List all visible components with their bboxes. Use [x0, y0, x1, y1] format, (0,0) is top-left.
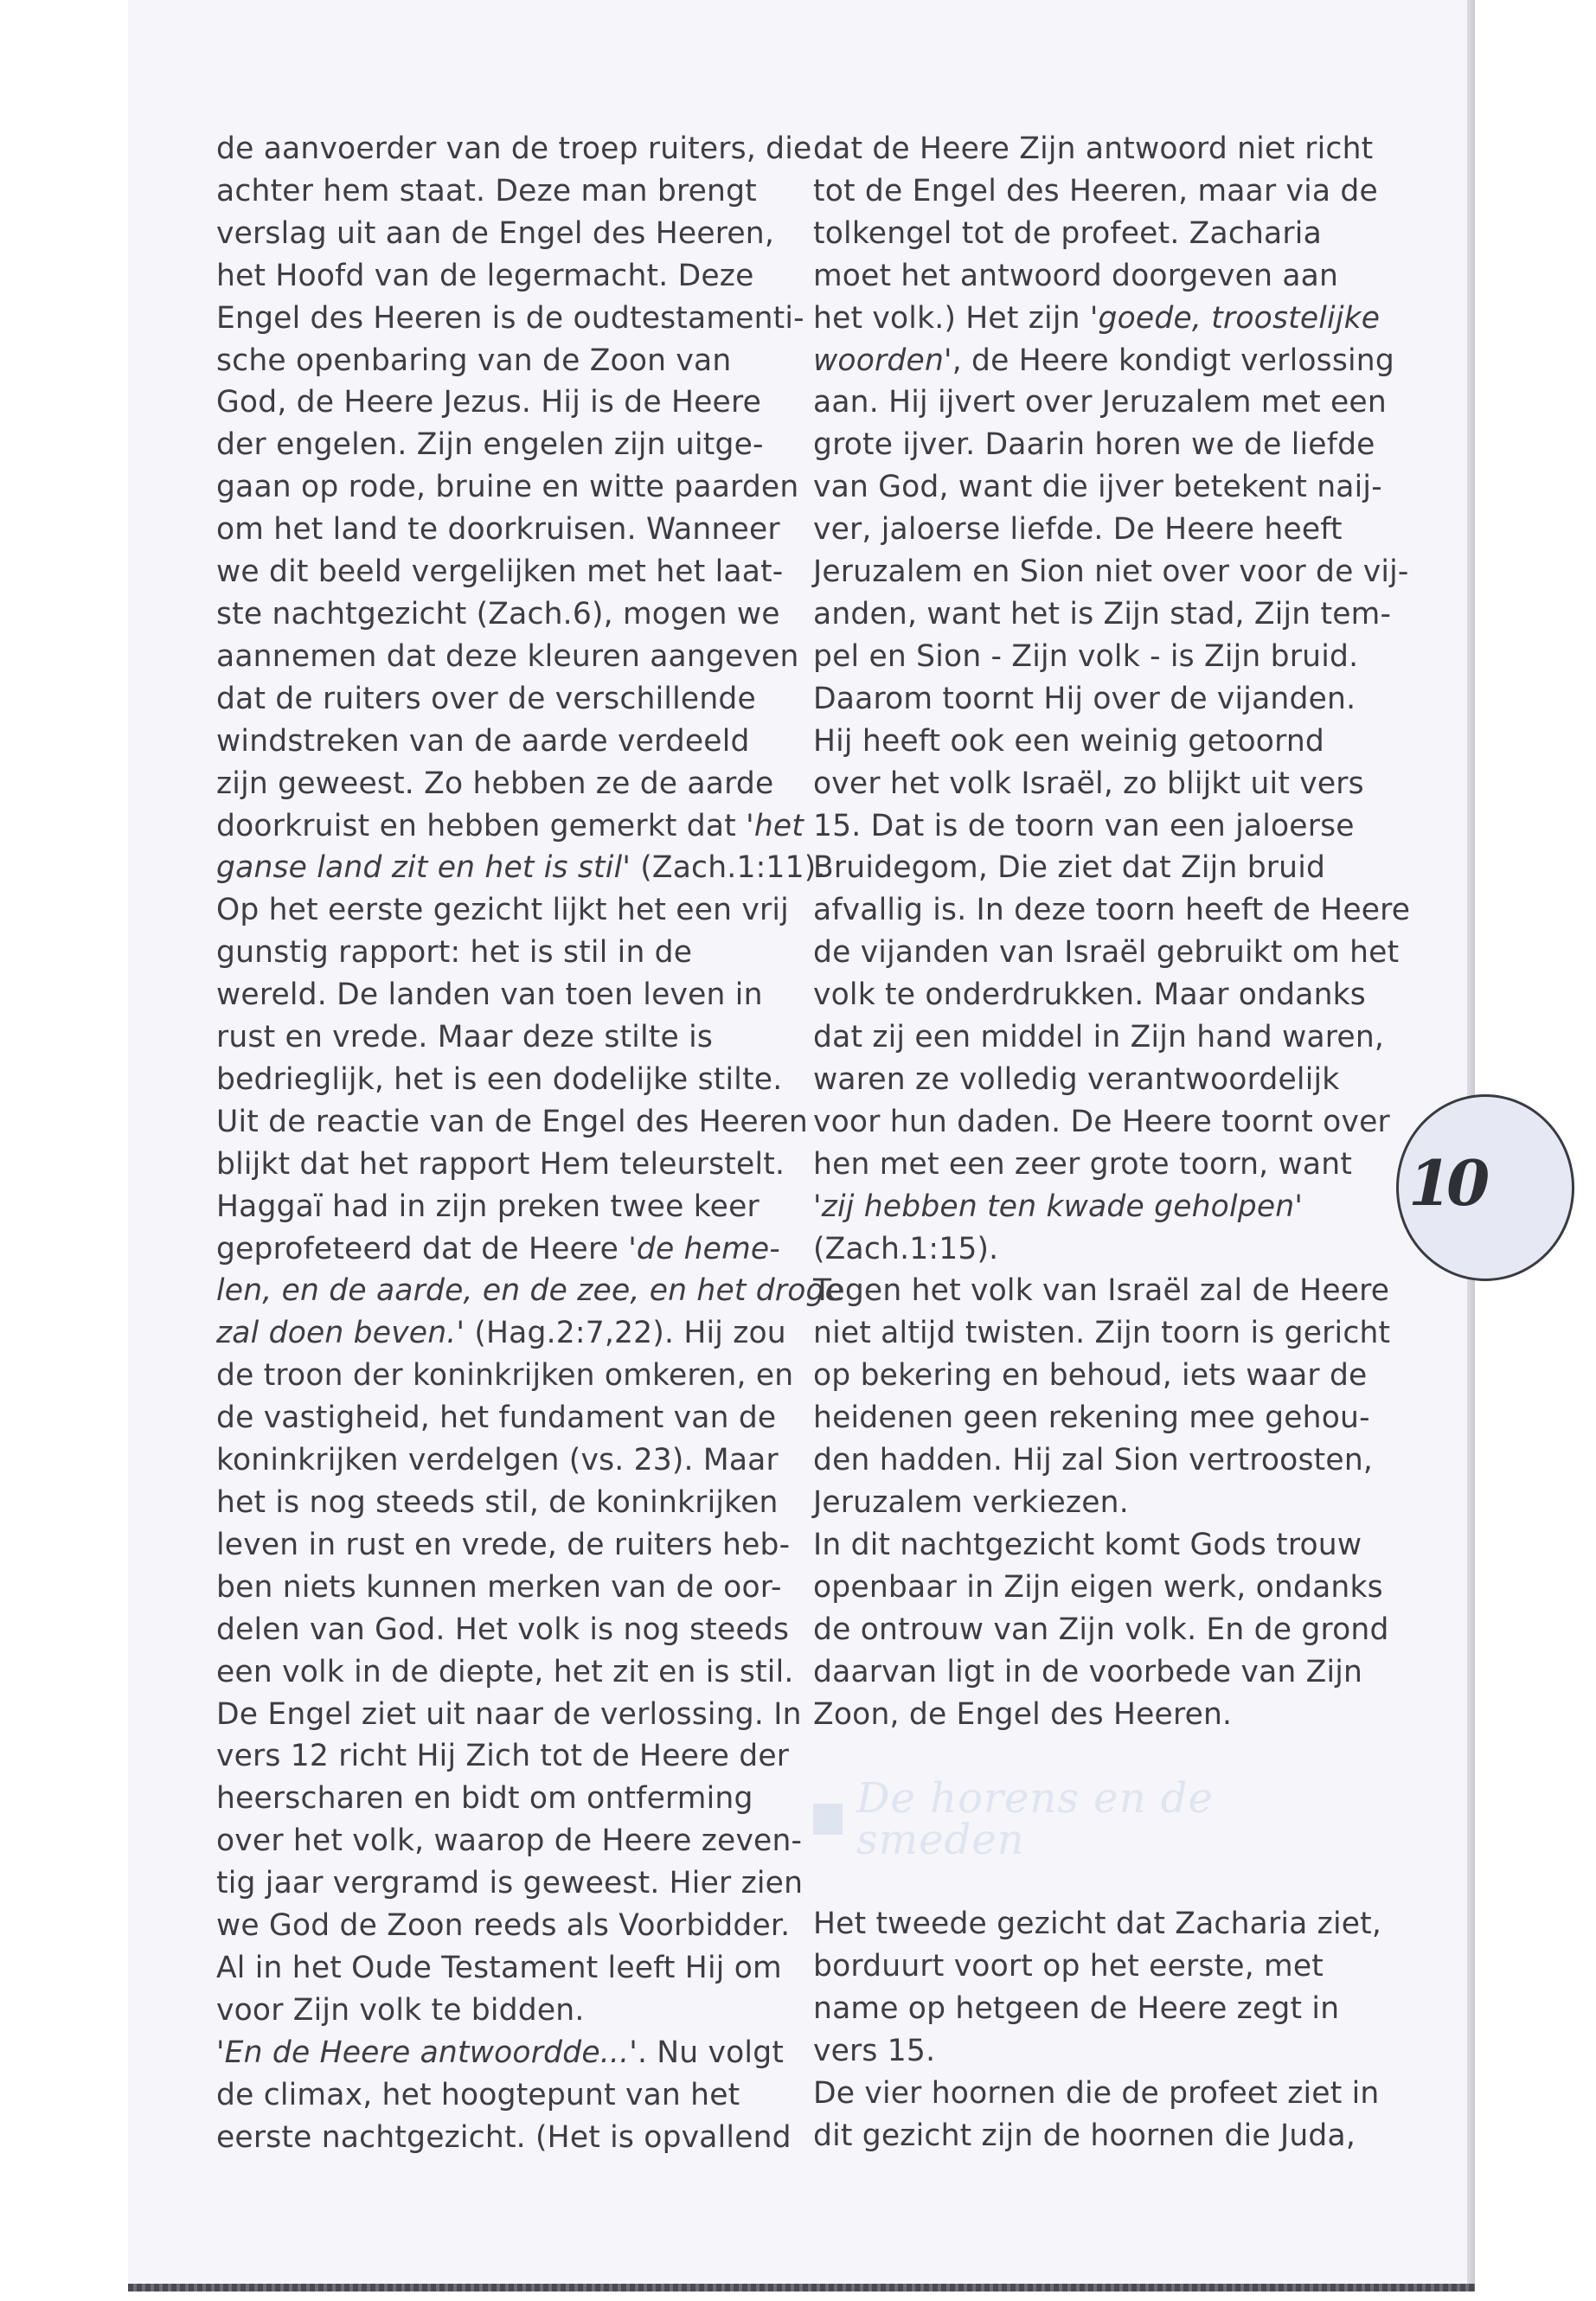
text-segment: we God de Zoon reeds als Voorbidder.	[216, 1908, 791, 1944]
text-segment: Het tweede gezicht dat Zacharia ziet,	[813, 1907, 1382, 1942]
text-segment: over het volk, waarop de Heere zeven-	[216, 1823, 803, 1859]
text-line	[813, 1651, 1367, 1694]
text-line	[216, 1778, 770, 1820]
text-segment: heerscharen en bidt om ontferming	[216, 1781, 753, 1817]
text-line	[216, 381, 770, 424]
page-number-tab	[1396, 1081, 1485, 1289]
text-segment: dat de ruiters over de verschillende	[216, 681, 756, 716]
text-line	[813, 170, 1378, 213]
text-line	[216, 1355, 794, 1397]
text-line	[813, 1439, 1374, 1482]
text-segment: Bruidegom, Die ziet dat Zijn bruid	[813, 850, 1326, 886]
text-line	[216, 298, 804, 340]
text-line	[216, 2032, 785, 2074]
heading-square-marker	[813, 1804, 843, 1835]
text-segment: dat de Heere Zijn antwoord niet richt	[813, 131, 1374, 166]
text-line	[813, 2115, 1367, 2157]
text-line	[216, 1567, 782, 1609]
text-line	[813, 1988, 1367, 2030]
italic-quote-segment: 'goede, troostelijke	[1089, 300, 1381, 336]
text-line	[216, 1990, 770, 2032]
text-segment: achter hem staat. Deze man brengt	[216, 173, 757, 208]
text-segment: over het volk Israël, zo blijkt uit vers	[813, 766, 1364, 801]
text-segment: In dit nachtgezicht komt Gods trouw	[813, 1527, 1362, 1562]
text-segment: Haggaï had in zijn preken twee keer	[216, 1189, 760, 1224]
text-line	[813, 2030, 1367, 2073]
text-segment: de ontrouw van Zijn volk. En de grond	[813, 1612, 1389, 1647]
text-segment: den hadden. Hij zal Sion vertroosten,	[813, 1443, 1374, 1478]
section-heading-title: De horens en de smeden	[856, 1773, 1214, 1865]
italic-quote-segment: woorden'	[813, 343, 952, 378]
text-segment: tolkengel tot de profeet. Zacharia	[813, 215, 1322, 251]
text-segment: wereld. De landen van toen leven in	[216, 977, 763, 1013]
text-line	[216, 128, 812, 170]
text-segment: De vier hoornen die de profeet ziet in	[813, 2076, 1380, 2112]
left-text-column	[216, 128, 844, 2159]
italic-quote-segment: ganse land zit en het is stil'	[216, 850, 631, 886]
text-line	[216, 213, 775, 255]
text-segment: vers 15.	[813, 2034, 936, 2069]
text-segment: vers 12 richt Hij Zich tot de Heere der	[216, 1739, 790, 1774]
text-segment: moet het antwoord doorgeven aan	[813, 258, 1339, 293]
text-segment: leven in rust en vrede, de ruiters heb-	[216, 1527, 791, 1562]
text-line	[813, 593, 1392, 636]
text-segment: van God, want die ijver betekent naij-	[813, 470, 1382, 505]
text-line	[216, 763, 774, 805]
text-segment: (Zach.1:11).	[631, 850, 826, 886]
text-line	[813, 1144, 1367, 1186]
text-line	[216, 1312, 786, 1355]
text-line	[813, 424, 1375, 466]
text-segment: blijkt dat het rapport Hem teleurstelt.	[216, 1146, 785, 1182]
text-segment: daarvan ligt in de voorbede van Zijn	[813, 1654, 1363, 1689]
text-line	[216, 255, 770, 298]
text-segment: rust en vrede. Maar deze stilte is	[216, 1020, 714, 1055]
text-line	[813, 1482, 1367, 1524]
text-line	[813, 763, 1367, 805]
text-segment: gaan op rode, bruine en witte paarden	[216, 470, 799, 505]
text-segment: Op het eerste gezicht lijkt het een vrij	[216, 893, 789, 928]
text-line	[813, 805, 1367, 848]
text-segment: . Nu volgt	[637, 2035, 785, 2070]
text-line	[813, 551, 1409, 593]
text-line	[813, 1355, 1367, 1397]
text-line	[813, 298, 1381, 340]
italic-quote-segment: 'En de Heere antwoordde...'	[216, 2035, 638, 2070]
text-line	[813, 381, 1387, 424]
text-segment: het is nog steeds stil, de koninkrijken	[216, 1485, 779, 1520]
text-line	[216, 974, 770, 1016]
text-segment: zijn geweest. Zo hebben ze de aarde	[216, 766, 774, 801]
text-line	[813, 1270, 1390, 1312]
text-line	[216, 1947, 782, 1990]
text-segment: de aanvoerder van de troep ruiters, die	[216, 131, 812, 166]
text-line	[216, 1270, 844, 1312]
text-segment: een volk in de diepte, het zit en is stil.	[216, 1654, 794, 1689]
text-line	[216, 593, 780, 636]
text-segment: grote ijver. Daarin horen we de liefde	[813, 427, 1375, 463]
text-segment: Zoon, de Engel des Heeren.	[813, 1696, 1233, 1732]
text-segment: op bekering en behoud, iets waar de	[813, 1358, 1368, 1394]
text-segment: tig jaar vergramd is geweest. Hier zien	[216, 1866, 804, 1901]
text-segment: het volk.) Het zijn	[813, 300, 1090, 336]
text-segment: anden, want het is Zijn stad, Zijn tem-	[813, 596, 1392, 631]
text-line	[813, 1186, 1367, 1228]
text-line	[813, 128, 1374, 170]
text-line	[813, 1101, 1390, 1144]
text-line	[813, 636, 1367, 678]
text-segment: aannemen dat deze kleuren aangeven	[216, 638, 799, 674]
text-line	[813, 1524, 1367, 1567]
italic-quote-segment: 'de heme-	[628, 1231, 780, 1266]
text-line	[813, 678, 1367, 721]
text-segment: waren ze volledig verantwoordelijk	[813, 1061, 1340, 1097]
text-line	[813, 1397, 1370, 1439]
text-segment: pel en Sion - Zijn volk - is Zijn bruid.	[813, 638, 1359, 674]
text-line	[813, 932, 1400, 974]
text-segment: eerste nachtgezicht. (Het is opvallend	[216, 2119, 792, 2155]
text-line	[216, 1694, 802, 1736]
right-column-lower-text	[813, 1903, 1382, 2157]
text-line	[216, 1439, 779, 1482]
text-segment: Jeruzalem verkiezen.	[813, 1485, 1129, 1520]
text-line	[813, 1016, 1385, 1059]
text-line	[216, 1862, 804, 1905]
text-line	[216, 1228, 780, 1271]
text-line	[813, 213, 1367, 255]
text-segment: het Hoofd van de legermacht. Deze	[216, 258, 754, 293]
text-line	[216, 466, 799, 509]
text-segment: de climax, het hoogtepunt van het	[216, 2077, 740, 2112]
text-segment: hen met een zeer grote toorn, want	[813, 1146, 1353, 1182]
text-line	[216, 1059, 783, 1101]
text-line	[216, 1101, 808, 1144]
text-line	[813, 1059, 1367, 1101]
text-line	[813, 1903, 1382, 1945]
text-segment: windstreken van de aarde verdeeld	[216, 723, 750, 759]
text-line	[216, 1651, 794, 1694]
text-line	[813, 1228, 1367, 1271]
text-line	[216, 2074, 770, 2117]
text-line	[813, 721, 1367, 763]
text-segment: God, de Heere Jezus. Hij is de Heere	[216, 385, 762, 420]
text-line	[216, 847, 826, 889]
text-line	[216, 1524, 791, 1567]
bottom-edge-rule	[128, 2284, 1475, 2291]
text-segment: Hij heeft ook een weinig getoornd	[813, 723, 1325, 759]
text-segment: borduurt voort op het eerste, met	[813, 1949, 1324, 1984]
text-segment: (Hag.2:7,22). Hij zou	[465, 1316, 786, 1351]
italic-quote-segment: 'zij hebben ten kwade geholpen'	[813, 1189, 1304, 1224]
text-segment: voor Zijn volk te bidden.	[216, 1992, 585, 2028]
text-line	[216, 1609, 790, 1651]
text-line	[216, 636, 799, 678]
text-line	[216, 1905, 791, 1947]
text-segment: voor hun daden. De Heere toornt over	[813, 1104, 1390, 1139]
text-segment: Al in het Oude Testament leeft Hij om	[216, 1950, 782, 1985]
text-segment: om het land te doorkruisen. Wanneer	[216, 512, 780, 548]
text-line	[813, 509, 1367, 551]
text-segment: verslag uit aan de Engel des Heeren,	[216, 215, 775, 251]
text-line	[216, 1144, 785, 1186]
text-line	[216, 1482, 779, 1524]
text-segment: delen van God. Het volk is nog steeds	[216, 1612, 790, 1647]
text-line	[813, 1945, 1367, 1988]
text-segment: ste nachtgezicht (Zach.6), mogen we	[216, 596, 780, 631]
text-line	[813, 255, 1367, 298]
text-line	[216, 2117, 792, 2159]
text-line	[216, 805, 804, 848]
text-line	[216, 1397, 777, 1439]
text-line	[216, 509, 780, 551]
section-heading	[813, 1773, 1367, 1865]
text-segment: afvallig is. In deze toorn heeft de Heere	[813, 893, 1411, 928]
text-segment: de vastigheid, het fundament van de	[216, 1400, 777, 1436]
text-segment: , de Heere kondigt verlossing	[952, 343, 1394, 378]
text-line	[813, 847, 1367, 889]
italic-quote-segment: zal doen beven.'	[216, 1316, 465, 1351]
text-line	[813, 466, 1382, 509]
text-segment: (Zach.1:15).	[813, 1231, 999, 1266]
text-line	[813, 2073, 1380, 2115]
text-segment: heidenen geen rekening mee gehou-	[813, 1400, 1370, 1436]
text-segment: tot de Engel des Heeren, maar via de	[813, 173, 1378, 208]
text-segment: ver, jaloerse liefde. De Heere heeft	[813, 512, 1343, 548]
text-segment: ben niets kunnen merken van de oor-	[216, 1569, 782, 1605]
text-segment: 15. Dat is de toorn van een jaloerse	[813, 808, 1355, 843]
text-segment: gunstig rapport: het is stil in de	[216, 935, 693, 971]
text-segment: Uit de reactie van de Engel des Heeren	[216, 1104, 808, 1139]
text-line	[216, 678, 770, 721]
text-line	[813, 340, 1394, 382]
text-segment: de troon der koninkrijken omkeren, en	[216, 1358, 794, 1394]
text-line	[216, 424, 770, 466]
text-line	[216, 889, 789, 932]
text-segment: name op hetgeen de Heere zegt in	[813, 1991, 1340, 2027]
text-line	[216, 721, 770, 763]
right-text-column	[813, 128, 1411, 2157]
text-segment: volk te onderdrukken. Maar ondanks	[813, 977, 1366, 1013]
text-segment: de vijanden van Israël gebruikt om het	[813, 935, 1400, 971]
text-segment: sche openbaring van de Zoon van	[216, 343, 732, 378]
text-line	[813, 974, 1367, 1016]
text-segment: dat zij een middel in Zijn hand waren,	[813, 1020, 1385, 1055]
text-segment: Daarom toornt Hij over de vijanden.	[813, 681, 1356, 716]
text-segment: koninkrijken verdelgen (vs. 23). Maar	[216, 1443, 779, 1478]
text-line	[216, 1820, 803, 1862]
text-segment: Tegen het volk van Israël zal de Heere	[813, 1273, 1390, 1309]
text-line	[216, 170, 770, 213]
text-line	[216, 1735, 790, 1778]
text-segment: De Engel ziet uit naar de verlossing. In	[216, 1696, 802, 1732]
text-segment: der engelen. Zijn engelen zijn uitge-	[216, 427, 764, 463]
right-column-upper-text	[813, 128, 1411, 1735]
text-line	[813, 1609, 1389, 1651]
text-segment: geprofeteerd dat de Heere	[216, 1231, 629, 1266]
text-line	[813, 1694, 1367, 1736]
text-line	[216, 932, 770, 974]
text-line	[216, 1016, 770, 1059]
text-segment: Jeruzalem en Sion niet over voor de vij-	[813, 554, 1409, 590]
text-segment: bedrieglijk, het is een dodelijke stilte.	[216, 1061, 783, 1097]
text-segment: Engel des Heeren is de oudtestamenti-	[216, 300, 804, 336]
text-segment: niet altijd twisten. Zijn toorn is gericht	[813, 1316, 1391, 1351]
text-segment: doorkruist en hebben gemerkt dat	[216, 808, 747, 843]
text-line	[216, 340, 770, 382]
text-line	[813, 889, 1411, 932]
text-line	[216, 551, 784, 593]
italic-quote-segment: 'het	[746, 808, 804, 843]
italic-quote-segment: len, en de aarde, en de zee, en het droge	[216, 1273, 844, 1309]
text-segment: we dit beeld vergelijken met het laat-	[216, 554, 784, 590]
text-line	[813, 1312, 1391, 1355]
text-segment: openbaar in Zijn eigen werk, ondanks	[813, 1569, 1383, 1605]
page-number: 10	[1408, 1146, 1485, 1220]
text-segment: dit gezicht zijn de hoornen die Juda,	[813, 2118, 1356, 2153]
text-line	[813, 1567, 1383, 1609]
text-segment: aan. Hij ijvert over Jeruzalem met een	[813, 385, 1387, 420]
text-line	[216, 1186, 770, 1228]
